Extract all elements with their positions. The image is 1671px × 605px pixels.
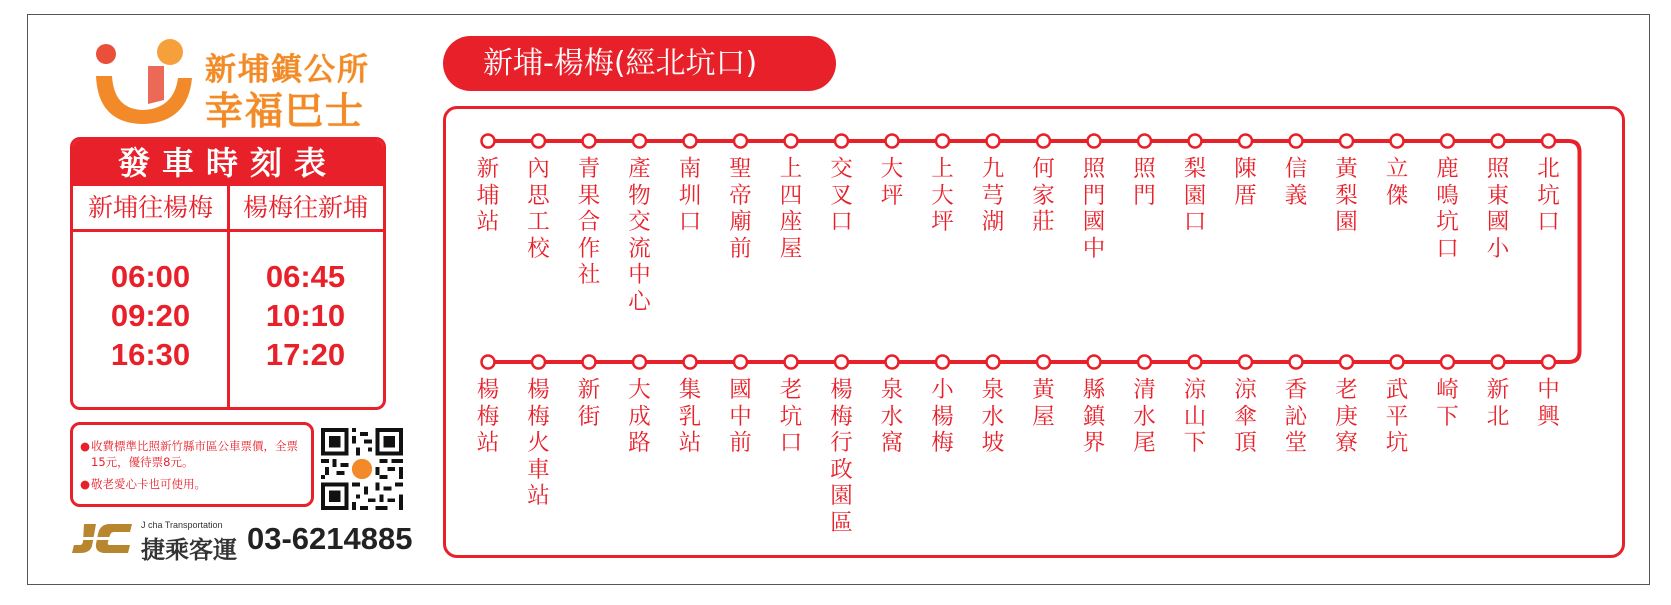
stop-label: 鹿鳴坑口 xyxy=(1436,156,1459,262)
stop-label: 楊梅站 xyxy=(476,377,500,456)
departure-time: 10:10 xyxy=(265,298,346,333)
stop-marker-icon xyxy=(583,135,596,148)
logo-title-line2: 幸福巴士 xyxy=(205,89,366,133)
bullet-icon: ● xyxy=(80,439,91,453)
company-english-name: J cha Transportation xyxy=(141,520,223,530)
stop-label: 梨園口 xyxy=(1183,156,1207,235)
stop-label: 涼傘頂 xyxy=(1234,377,1257,456)
stop-label: 大成路 xyxy=(628,377,651,456)
stop-label: 楊梅行政園區 xyxy=(830,377,853,536)
timetable-title: 發車時刻表 xyxy=(73,140,383,186)
departure-time: 17:20 xyxy=(265,337,346,372)
stop-label: 泉水窩 xyxy=(880,377,904,456)
stop-label: 黃屋 xyxy=(1032,377,1055,430)
stop-marker-icon xyxy=(1239,135,1252,148)
stop-marker-icon xyxy=(684,356,697,369)
stop-label: 崎下 xyxy=(1436,377,1459,430)
stop-label: 新北 xyxy=(1486,377,1510,430)
stop-marker-icon xyxy=(936,135,949,148)
stop-marker-icon xyxy=(1340,135,1353,148)
stop-marker-icon xyxy=(886,356,899,369)
stop-marker-icon xyxy=(1340,356,1353,369)
stop-marker-icon xyxy=(1441,356,1454,369)
stop-label: 上四座屋 xyxy=(779,156,803,262)
stop-marker-icon xyxy=(835,135,848,148)
stop-marker-icon xyxy=(482,135,495,148)
stop-marker-icon xyxy=(1492,135,1505,148)
stop-marker-icon xyxy=(1391,135,1404,148)
stop-marker-icon xyxy=(936,356,949,369)
stop-marker-icon xyxy=(583,356,596,369)
stop-label: 清水尾 xyxy=(1133,377,1156,456)
stop-label: 中興 xyxy=(1537,377,1560,430)
stop-marker-icon xyxy=(1239,356,1252,369)
stop-marker-icon xyxy=(1037,135,1050,148)
stop-label: 縣鎮界 xyxy=(1082,377,1106,456)
stop-marker-icon xyxy=(1391,356,1404,369)
stop-label: 上大坪 xyxy=(931,156,954,235)
stop-label: 交叉口 xyxy=(830,156,853,235)
stop-label: 青果合作社 xyxy=(577,156,601,288)
stop-label: 泉水坡 xyxy=(981,377,1005,456)
stop-marker-icon xyxy=(835,356,848,369)
stop-label: 老坑口 xyxy=(779,377,803,456)
stop-marker-icon xyxy=(684,135,697,148)
stop-marker-icon xyxy=(1138,356,1151,369)
stop-label: 照門 xyxy=(1133,156,1156,209)
stop-label: 香訫堂 xyxy=(1284,377,1308,456)
departure-time: 06:45 xyxy=(265,259,346,294)
stop-label: 大坪 xyxy=(880,156,904,209)
stop-marker-icon xyxy=(1189,356,1202,369)
company-name: 捷乘客運 xyxy=(141,536,237,564)
stop-label: 南圳口 xyxy=(678,156,702,235)
stop-label: 照門國中 xyxy=(1082,156,1106,262)
stop-label: 九芎湖 xyxy=(981,156,1005,235)
stop-label: 集乳站 xyxy=(678,377,702,456)
stop-marker-icon xyxy=(987,135,1000,148)
stop-label: 信義 xyxy=(1284,156,1308,209)
fare-note-text: 收費標準比照新竹縣市區公車票價，全票15元，優待票8元。 xyxy=(91,439,299,469)
stop-marker-icon xyxy=(1542,135,1555,148)
stop-marker-icon xyxy=(1290,135,1303,148)
timetable-header-xinpu-to-yangmei: 新埔往楊梅 xyxy=(87,193,213,222)
bullet-icon: ● xyxy=(80,477,91,491)
stop-label: 小楊梅 xyxy=(931,377,954,456)
departure-time: 06:00 xyxy=(110,259,191,294)
route-title: 新埔-楊梅(經北坑口) xyxy=(443,36,836,91)
stop-marker-icon xyxy=(1088,135,1101,148)
stop-label: 聖帝廟前 xyxy=(729,156,752,262)
company-phone: 03-6214885 xyxy=(247,521,413,556)
stop-marker-icon xyxy=(1542,356,1555,369)
stop-marker-icon xyxy=(1441,135,1454,148)
stop-marker-icon xyxy=(987,356,1000,369)
logo-title-line1: 新埔鎮公所 xyxy=(205,52,370,88)
stop-marker-icon xyxy=(734,135,747,148)
stop-marker-icon xyxy=(482,356,495,369)
stop-marker-icon xyxy=(532,356,545,369)
stop-label: 照東國小 xyxy=(1486,156,1510,262)
elder-card-note-text: 敬老愛心卡也可使用。 xyxy=(91,477,207,491)
stop-label: 陳厝 xyxy=(1234,156,1257,209)
stop-marker-icon xyxy=(734,356,747,369)
stop-marker-icon xyxy=(785,356,798,369)
departure-time: 16:30 xyxy=(110,337,191,372)
stop-label: 何家莊 xyxy=(1032,156,1055,235)
stop-marker-icon xyxy=(886,135,899,148)
stop-marker-icon xyxy=(1492,356,1505,369)
stop-label: 國中前 xyxy=(729,377,752,456)
stop-label: 黃梨園 xyxy=(1335,156,1358,235)
stop-label: 新街 xyxy=(577,377,601,430)
stop-marker-icon xyxy=(1037,356,1050,369)
stop-label: 老庚寮 xyxy=(1335,377,1358,456)
stop-marker-icon xyxy=(1088,356,1101,369)
stop-marker-icon xyxy=(1290,356,1303,369)
stop-marker-icon xyxy=(1189,135,1202,148)
stop-marker-icon xyxy=(532,135,545,148)
stop-label: 武平坑 xyxy=(1385,377,1409,456)
stop-label: 立傑 xyxy=(1385,156,1409,209)
stop-label: 新埔站 xyxy=(476,156,500,235)
stop-label: 北坑口 xyxy=(1537,156,1560,235)
stop-marker-icon xyxy=(633,356,646,369)
timetable-header-yangmei-to-xinpu: 楊梅往新埔 xyxy=(242,193,368,222)
stop-label: 產物交流中心 xyxy=(628,156,651,315)
stop-label: 涼山下 xyxy=(1183,377,1207,456)
stop-marker-icon xyxy=(633,135,646,148)
departure-time: 09:20 xyxy=(110,298,191,333)
stop-label: 內思工校 xyxy=(527,156,550,262)
stop-marker-icon xyxy=(785,135,798,148)
stop-label: 楊梅火車站 xyxy=(527,377,550,509)
stop-marker-icon xyxy=(1138,135,1151,148)
